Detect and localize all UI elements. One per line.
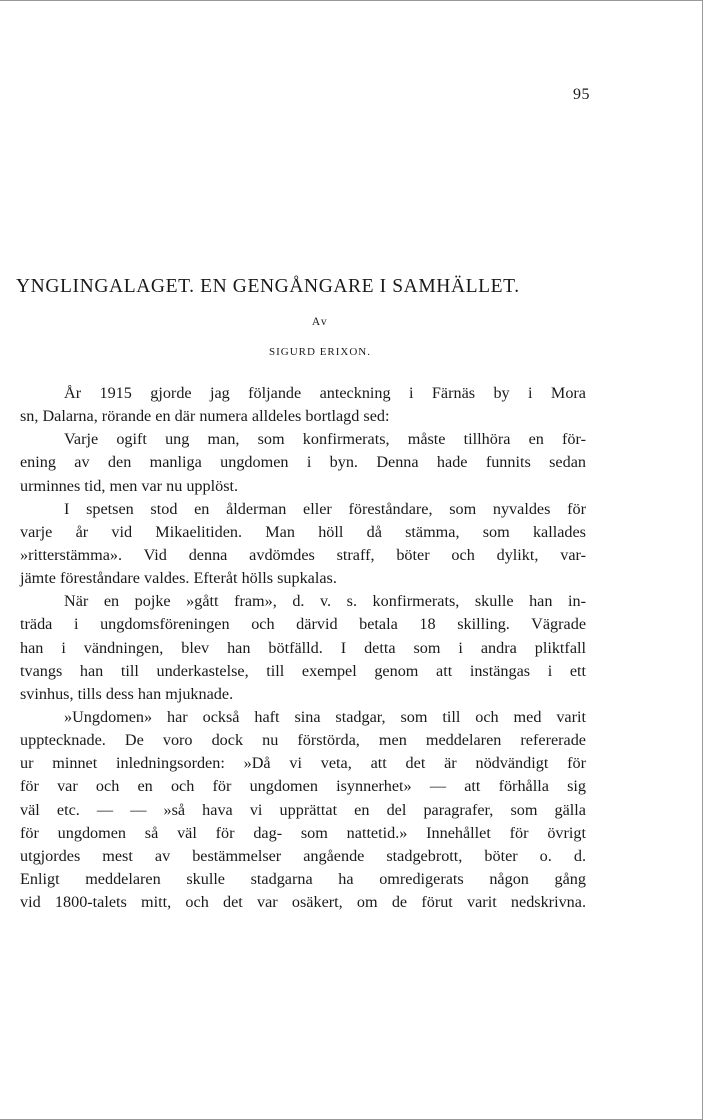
article-body xyxy=(20,382,586,914)
text-line: för var och en och för ungdomen isynnerhet» — att förhålla sig xyxy=(20,777,586,796)
text-line: Varje ogift ung man, som konfirmerats, måste tillhöra en för- xyxy=(64,430,586,449)
text-line: svinhus, tills dess han mjuknade. xyxy=(20,684,234,703)
text-line: träda i ungdomsföreningen och därvid betala 18 skilling. Vägrade xyxy=(20,615,586,634)
page-number: 95 xyxy=(573,86,590,103)
text-line: »ritterstämma». Vid denna avdömdes straff, böter och dylikt, var- xyxy=(20,545,586,564)
text-line: År 1915 gjorde jag följande anteckning i Färnäs by i Mora xyxy=(64,384,586,402)
text-line: urminnes tid, men var nu upplöst. xyxy=(20,476,239,495)
text-line: sn, Dalarna, rörande en där numera alldeles bortlagd sed: xyxy=(20,407,390,426)
byline: Av xyxy=(311,316,329,328)
text-line: upptecknade. De voro dock nu förstörda, men meddelaren refererade xyxy=(20,731,586,750)
text-line: utgjordes mest av bestämmelser angående stadgebrott, böter o. d. xyxy=(20,846,586,865)
text-line: han i vändningen, blev han bötfälld. I detta som i andra pliktfall xyxy=(20,638,586,657)
text-line: tvangs han till underkastelse, till exempel genom att instängas i ett xyxy=(20,661,586,680)
text-line: »Ungdomen» har också haft sina stadgar, som till och med varit xyxy=(64,707,586,726)
text-line: När en pojke »gått fram», d. v. s. konfirmerats, skulle han in- xyxy=(64,592,586,611)
text-line: ening av den manliga ungdomen i byn. Denna hade funnits sedan xyxy=(20,453,586,472)
text-line: för ungdomen så väl för dag- som nattetid.» Innehållet för övrigt xyxy=(20,823,586,842)
author-name: SIGURD ERIXON. xyxy=(269,346,371,358)
text-line: I spetsen stod en ålderman eller föreståndare, som nyvaldes för xyxy=(64,499,586,518)
text-line: jämte föreståndare valdes. Efteråt hölls supkalas. xyxy=(20,569,337,588)
text-line: ur minnet inledningsorden: »Då vi veta, att det är nödvändigt för xyxy=(20,754,586,773)
text-line: väl etc. — — »så hava vi upprättat en del paragrafer, som gälla xyxy=(20,800,586,819)
text-line: Enligt meddelaren skulle stadgarna ha omredigerats någon gång xyxy=(20,869,586,888)
text-line: varje år vid Mikaelitiden. Man höll då stämma, som kallades xyxy=(20,522,586,541)
article-title: YNGLINGALAGET. EN GENGÅNGARE I SAMHÄLLET. xyxy=(16,276,520,297)
text-line: vid 1800-talets mitt, och det var osäkert, om de förut varit nedskrivna. xyxy=(20,893,586,912)
